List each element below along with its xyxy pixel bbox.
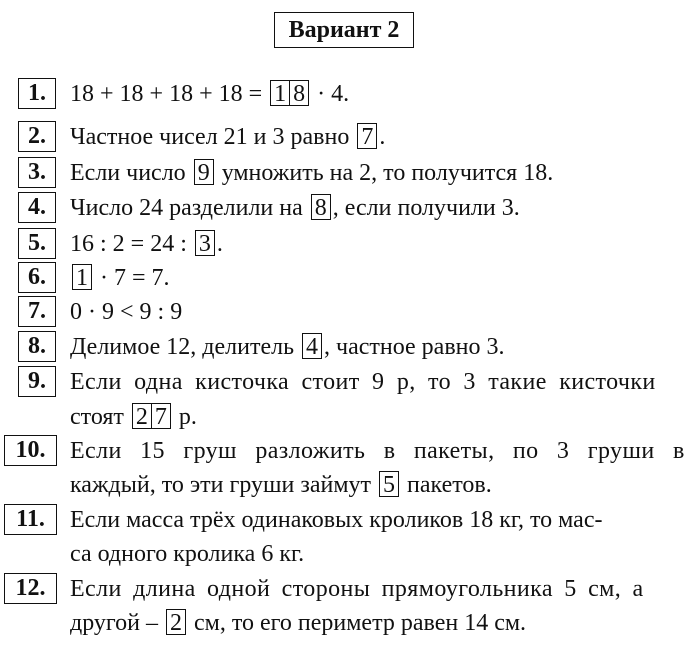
text-segment: Делимое 12, делитель (70, 334, 301, 360)
answer-box[interactable]: 1 (72, 264, 92, 290)
problem-text-line-1: Если 15 груш разложить в пакеты, по 3 груши в (70, 438, 685, 464)
problem-text (70, 121, 385, 153)
variant-title: Вариант 2 (274, 12, 414, 48)
problem-text (70, 78, 349, 110)
answer-box[interactable]: 8 (311, 194, 331, 220)
text-segment: · 7 = 7. (94, 265, 170, 291)
text-segment: р. (172, 404, 197, 430)
text-segment: другой – (70, 610, 164, 636)
problem-number: 10. (4, 435, 57, 466)
text-segment: , если получили 3. (332, 195, 520, 221)
problem-text (70, 331, 505, 363)
problem-text-line-2 (70, 607, 526, 639)
answer-box[interactable]: 7 (151, 403, 171, 429)
problem-text (70, 192, 520, 224)
problem-text (70, 296, 182, 328)
text-segment: пакетов. (401, 472, 492, 498)
text-segment: стоят (70, 404, 130, 430)
problem-number: 9. (18, 366, 56, 397)
answer-box[interactable]: 1 (270, 80, 290, 106)
problem-number: 8. (18, 331, 56, 362)
text-segment: Число 24 разделили на (70, 195, 309, 221)
answer-box[interactable]: 2 (166, 609, 186, 635)
text-segment: . (216, 231, 223, 257)
answer-box[interactable]: 8 (289, 80, 309, 106)
answer-box[interactable]: 3 (195, 230, 215, 256)
answer-box[interactable]: 2 (132, 403, 152, 429)
problem-text (70, 262, 170, 294)
problem-text-line-2: са одного кролика 6 кг. (70, 541, 305, 567)
problem-text-line-1: Если одна кисточка стоит 9 р, то 3 такие кисточки (70, 369, 656, 395)
problem-text-line-2 (70, 401, 197, 433)
text-segment: , частное равно 3. (324, 334, 505, 360)
text-segment: . (379, 124, 386, 150)
text-segment: умножить на 2, то получится 18. (215, 160, 554, 186)
text-segment: 16 : 2 = 24 : (70, 231, 193, 257)
problem-text-line-1: Если длина одной стороны прямоугольника 5 см, а (70, 576, 644, 602)
text-segment: Частное чисел 21 и 3 равно (70, 124, 356, 150)
problem-number: 4. (18, 192, 56, 223)
answer-box[interactable]: 9 (194, 159, 214, 185)
answer-box[interactable]: 7 (357, 123, 377, 149)
problem-number: 12. (4, 573, 57, 604)
problem-number: 1. (18, 78, 56, 109)
text-segment: 18 + 18 + 18 + 18 = (70, 81, 269, 107)
problem-number: 3. (18, 157, 56, 188)
text-segment: · 4. (311, 81, 350, 107)
problem-number: 2. (18, 121, 56, 152)
text-segment: Если число (70, 160, 192, 186)
problem-text-line-2 (70, 469, 492, 501)
text-segment: см, то его периметр равен 14 см. (187, 610, 527, 636)
problem-text (70, 228, 223, 260)
problem-number: 7. (18, 296, 56, 327)
text-segment: 0 · 9 < 9 : 9 (70, 299, 183, 325)
answer-box[interactable]: 4 (302, 333, 322, 359)
problem-text-line-1: Если масса трёх одинаковых кроликов 18 кг, то мас- (70, 507, 603, 533)
problem-number: 11. (4, 504, 57, 535)
problem-number: 5. (18, 228, 56, 259)
problem-number: 6. (18, 262, 56, 293)
answer-box[interactable]: 5 (379, 471, 399, 497)
text-segment: каждый, то эти груши займут (70, 472, 378, 498)
problem-text (70, 157, 553, 189)
